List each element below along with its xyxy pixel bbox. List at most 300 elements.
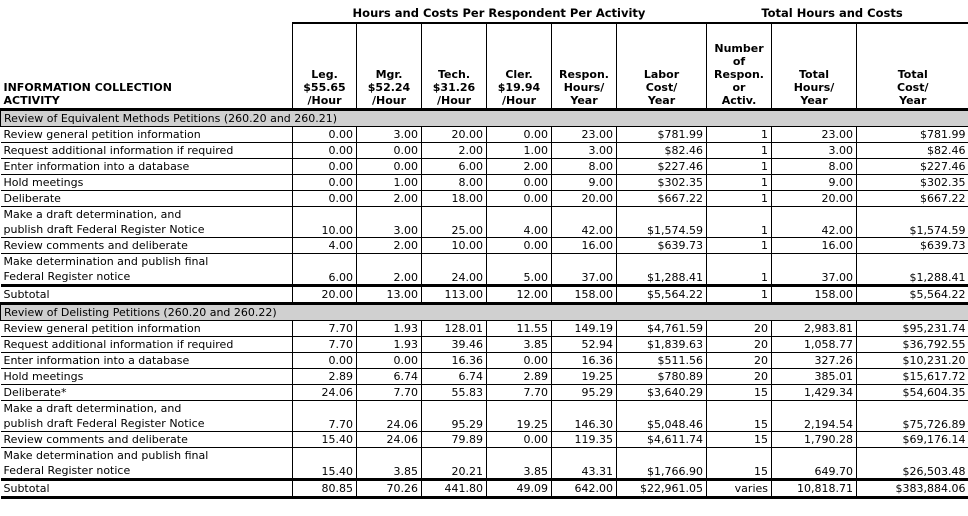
leg-cell-text: 20.00: [321, 288, 353, 301]
activity-cell: [1, 175, 293, 191]
cler-cell: [487, 159, 552, 175]
leg-cell-text: 4.00: [328, 239, 353, 252]
leg-cell: [293, 127, 357, 143]
num-respon-cell: [707, 254, 772, 286]
activity-cell-text: Enter information into a database: [3, 160, 190, 173]
tech-cell-text: 128.01: [444, 322, 483, 335]
total-hours-cell: [772, 159, 857, 175]
mgr-cell: [357, 369, 422, 385]
tech-cell-text: 24.00: [451, 271, 483, 284]
cler-cell-text: 5.00: [523, 271, 548, 284]
num-respon-cell-text: 15: [754, 386, 768, 399]
num-respon-cell: [707, 207, 772, 238]
leg-cell: [293, 238, 357, 254]
total-hours-cell-text: 23.00: [821, 128, 853, 141]
labor-cost-cell: [617, 191, 707, 207]
total-cost-cell: [857, 207, 968, 238]
total-cost-cell-text: $82.46: [927, 144, 966, 157]
mgr-cell-text: 3.85: [393, 465, 418, 478]
total-cost-cell-text: $54,604.35: [902, 386, 966, 399]
cler-cell: [487, 369, 552, 385]
activity-cell-text: Review comments and deliberate: [3, 239, 188, 252]
labor-cost-cell: [617, 337, 707, 353]
tech-cell-text: 16.36: [451, 354, 483, 367]
col-tech: Tech. $31.26 /Hour: [422, 23, 487, 110]
cler-cell: [487, 286, 552, 304]
table-row: [1, 321, 968, 337]
total-hours-cell: [772, 238, 857, 254]
mgr-cell-text: 1.93: [393, 338, 418, 351]
cler-cell: [487, 385, 552, 401]
col-labor-cost: Labor Cost/ Year: [617, 23, 707, 110]
activity-cell: [1, 159, 293, 175]
num-respon-cell: [707, 175, 772, 191]
cler-cell: [487, 337, 552, 353]
table-row: [1, 254, 968, 286]
activity-cell-text: Make a draft determination, and publish draft Federal Register Notice: [3, 402, 205, 430]
cler-cell: [487, 191, 552, 207]
mgr-cell: [357, 337, 422, 353]
labor-cost-cell: [617, 175, 707, 191]
total-hours-cell-text: 1,790.28: [804, 433, 853, 446]
mgr-cell: [357, 480, 422, 498]
total-cost-cell-text: $302.35: [920, 176, 966, 189]
respon-hours-cell: [552, 369, 617, 385]
leg-cell-text: 15.40: [321, 465, 353, 478]
col-respon-hours: Respon. Hours/ Year: [552, 23, 617, 110]
tech-cell-text: 8.00: [458, 176, 483, 189]
respon-hours-cell: [552, 286, 617, 304]
total-hours-cell-text: 10,818.71: [797, 482, 853, 495]
mgr-cell-text: 2.00: [393, 192, 418, 205]
tech-cell: [422, 337, 487, 353]
tech-cell: [422, 385, 487, 401]
mgr-cell-text: 1.00: [393, 176, 418, 189]
leg-cell: [293, 337, 357, 353]
total-cost-cell: [857, 238, 968, 254]
respon-hours-cell: [552, 175, 617, 191]
respon-hours-cell: [552, 191, 617, 207]
tech-cell-text: 10.00: [451, 239, 483, 252]
labor-cost-cell-text: $3,640.29: [647, 386, 703, 399]
total-cost-cell-text: $667.22: [920, 192, 966, 205]
cler-cell-text: 19.25: [516, 418, 548, 431]
total-hours-cell-text: 8.00: [828, 160, 853, 173]
num-respon-cell-text: 1: [761, 128, 768, 141]
tech-cell: [422, 432, 487, 448]
cler-cell-text: 3.85: [523, 465, 548, 478]
labor-cost-cell: [617, 369, 707, 385]
table-row: [1, 401, 968, 432]
mgr-cell-text: 3.00: [393, 128, 418, 141]
labor-cost-cell: [617, 480, 707, 498]
num-respon-cell-text: varies: [734, 482, 768, 495]
num-respon-cell: [707, 321, 772, 337]
tech-cell-text: 95.29: [451, 418, 483, 431]
tech-cell-text: 6.00: [458, 160, 483, 173]
subtotal-row: [1, 286, 968, 304]
mgr-cell: [357, 385, 422, 401]
tech-cell: [422, 286, 487, 304]
mgr-cell: [357, 353, 422, 369]
total-cost-cell: [857, 321, 968, 337]
num-respon-cell: [707, 432, 772, 448]
total-hours-cell: [772, 254, 857, 286]
num-respon-cell: [707, 369, 772, 385]
mgr-cell-text: 0.00: [393, 354, 418, 367]
activity-cell: [1, 369, 293, 385]
num-respon-cell: [707, 353, 772, 369]
total-cost-cell: [857, 369, 968, 385]
cler-cell: [487, 401, 552, 432]
mgr-cell: [357, 143, 422, 159]
section-title: Review of Delisting Petitions (260.20 and 260.22): [1, 304, 968, 321]
leg-cell-text: 0.00: [328, 128, 353, 141]
respon-hours-cell-text: 149.19: [574, 322, 613, 335]
mgr-cell: [357, 254, 422, 286]
total-cost-cell: [857, 401, 968, 432]
num-respon-cell: [707, 286, 772, 304]
mgr-cell-text: 0.00: [393, 144, 418, 157]
tech-cell-text: 20.00: [451, 128, 483, 141]
cler-cell-text: 7.70: [523, 386, 548, 399]
leg-cell-text: 0.00: [328, 192, 353, 205]
num-respon-cell-text: 15: [754, 465, 768, 478]
num-respon-cell-text: 1: [761, 224, 768, 237]
respon-hours-cell: [552, 143, 617, 159]
total-cost-cell: [857, 143, 968, 159]
respon-hours-cell: [552, 238, 617, 254]
total-hours-cell: [772, 286, 857, 304]
labor-cost-cell-text: $1,288.41: [647, 271, 703, 284]
total-hours-cell-text: 3.00: [828, 144, 853, 157]
leg-cell: [293, 286, 357, 304]
total-cost-cell-text: $639.73: [920, 239, 966, 252]
total-cost-cell-text: $69,176.14: [902, 433, 966, 446]
total-hours-cell-text: 1,058.77: [804, 338, 853, 351]
cler-cell-text: 0.00: [523, 239, 548, 252]
labor-cost-cell-text: $781.99: [657, 128, 703, 141]
table-row: [1, 337, 968, 353]
tech-cell-text: 2.00: [458, 144, 483, 157]
total-cost-cell-text: $5,564.22: [909, 288, 966, 301]
col-mgr: Mgr. $52.24 /Hour: [357, 23, 422, 110]
respon-hours-cell-text: 95.29: [581, 386, 613, 399]
total-cost-cell: [857, 337, 968, 353]
leg-cell: [293, 321, 357, 337]
activity-cell: [1, 321, 293, 337]
leg-cell-text: 7.70: [328, 418, 353, 431]
total-hours-cell: [772, 207, 857, 238]
labor-cost-cell-text: $4,611.74: [647, 433, 703, 446]
num-respon-cell: [707, 480, 772, 498]
total-hours-cell: [772, 337, 857, 353]
cler-cell: [487, 254, 552, 286]
num-respon-cell: [707, 191, 772, 207]
cler-cell: [487, 127, 552, 143]
total-cost-cell-text: $1,574.59: [909, 224, 966, 237]
table-row: [1, 432, 968, 448]
respon-hours-cell: [552, 401, 617, 432]
num-respon-cell-text: 20: [754, 322, 768, 335]
num-respon-cell-text: 15: [754, 418, 768, 431]
activity-cell-text: Make determination and publish final Federal Register notice: [3, 449, 209, 477]
total-hours-cell-text: 9.00: [828, 176, 853, 189]
labor-cost-cell-text: $667.22: [657, 192, 703, 205]
mgr-cell: [357, 159, 422, 175]
cler-cell: [487, 238, 552, 254]
leg-cell: [293, 353, 357, 369]
leg-cell-text: 2.89: [328, 370, 353, 383]
cler-cell-text: 0.00: [523, 354, 548, 367]
respon-hours-cell-text: 42.00: [581, 224, 613, 237]
total-cost-cell-text: $227.46: [920, 160, 966, 173]
mgr-cell: [357, 448, 422, 480]
cler-cell-text: 3.85: [523, 338, 548, 351]
tech-cell: [422, 191, 487, 207]
respon-hours-cell: [552, 353, 617, 369]
labor-cost-cell: [617, 448, 707, 480]
respon-hours-cell-text: 52.94: [581, 338, 613, 351]
activity-cell: [1, 207, 293, 238]
tech-cell: [422, 143, 487, 159]
tech-cell: [422, 480, 487, 498]
respon-hours-cell-text: 20.00: [581, 192, 613, 205]
mgr-cell: [357, 286, 422, 304]
total-cost-cell: [857, 127, 968, 143]
activity-cell: [1, 238, 293, 254]
labor-cost-cell: [617, 143, 707, 159]
activity-cell-text: Request additional information if required: [3, 144, 234, 157]
table-row: [1, 191, 968, 207]
total-cost-cell-text: $10,231.20: [902, 354, 966, 367]
cler-cell-text: 12.00: [516, 288, 548, 301]
leg-cell-text: 6.00: [328, 271, 353, 284]
tech-cell: [422, 369, 487, 385]
tech-cell: [422, 207, 487, 238]
total-hours-cell-text: 20.00: [821, 192, 853, 205]
leg-cell: [293, 254, 357, 286]
labor-cost-cell: [617, 127, 707, 143]
table-row: [1, 448, 968, 480]
labor-cost-cell-text: $302.35: [657, 176, 703, 189]
total-cost-cell-text: $95,231.74: [902, 322, 966, 335]
labor-cost-cell: [617, 254, 707, 286]
labor-cost-cell-text: $511.56: [657, 354, 703, 367]
num-respon-cell-text: 20: [754, 370, 768, 383]
cler-cell: [487, 448, 552, 480]
cler-cell-text: 0.00: [523, 433, 548, 446]
respon-hours-cell-text: 37.00: [581, 271, 613, 284]
table-row: [1, 127, 968, 143]
leg-cell-text: 0.00: [328, 354, 353, 367]
col-total-cost: Total Cost/ Year: [857, 23, 968, 110]
total-hours-cell: [772, 321, 857, 337]
total-cost-cell: [857, 159, 968, 175]
total-hours-cell-text: 42.00: [821, 224, 853, 237]
labor-cost-cell: [617, 432, 707, 448]
activity-cell-text: Subtotal: [3, 288, 50, 301]
activity-cell-text: Hold meetings: [3, 370, 84, 383]
respon-hours-cell-text: 9.00: [588, 176, 613, 189]
respon-hours-cell: [552, 159, 617, 175]
total-cost-cell-text: $383,884.06: [895, 482, 966, 495]
respon-hours-cell: [552, 432, 617, 448]
table-row: [1, 207, 968, 238]
total-hours-cell-text: 327.26: [814, 354, 853, 367]
tech-cell-text: 6.74: [458, 370, 483, 383]
table-row: [1, 369, 968, 385]
respon-hours-cell: [552, 254, 617, 286]
activity-cell: [1, 353, 293, 369]
cler-cell-text: 11.55: [516, 322, 548, 335]
leg-cell-text: 24.06: [321, 386, 353, 399]
activity-cell-text: Review comments and deliberate: [3, 433, 188, 446]
labor-cost-cell: [617, 207, 707, 238]
total-hours-cell: [772, 353, 857, 369]
activity-cell: [1, 385, 293, 401]
total-cost-cell: [857, 353, 968, 369]
tech-cell: [422, 321, 487, 337]
total-cost-cell: [857, 286, 968, 304]
labor-cost-cell: [617, 159, 707, 175]
respon-hours-cell: [552, 127, 617, 143]
labor-cost-cell-text: $639.73: [657, 239, 703, 252]
cler-cell: [487, 143, 552, 159]
table-row: [1, 238, 968, 254]
respon-hours-cell-text: 158.00: [574, 288, 613, 301]
num-respon-cell-text: 1: [761, 160, 768, 173]
activity-cell: [1, 191, 293, 207]
labor-cost-cell: [617, 385, 707, 401]
respon-hours-cell-text: 8.00: [588, 160, 613, 173]
respon-hours-cell-text: 146.30: [574, 418, 613, 431]
num-respon-cell-text: 1: [761, 192, 768, 205]
leg-cell-text: 7.70: [328, 338, 353, 351]
total-hours-cell-text: 2,983.81: [804, 322, 853, 335]
mgr-cell-text: 0.00: [393, 160, 418, 173]
labor-cost-cell: [617, 321, 707, 337]
num-respon-cell: [707, 385, 772, 401]
group-header-total: Total Hours and Costs: [761, 6, 903, 20]
activity-cell-text: Request additional information if required: [3, 338, 234, 351]
mgr-cell-text: 1.93: [393, 322, 418, 335]
total-cost-cell-text: $26,503.48: [902, 465, 966, 478]
total-hours-cell: [772, 448, 857, 480]
num-respon-cell: [707, 127, 772, 143]
tech-cell: [422, 401, 487, 432]
respon-hours-cell-text: 23.00: [581, 128, 613, 141]
respon-hours-cell-text: 43.31: [581, 465, 613, 478]
leg-cell-text: 0.00: [328, 176, 353, 189]
labor-cost-cell-text: $780.89: [657, 370, 703, 383]
activity-cell-text: Hold meetings: [3, 176, 84, 189]
leg-cell: [293, 207, 357, 238]
activity-cell: [1, 401, 293, 432]
total-hours-cell: [772, 175, 857, 191]
cler-cell-text: 4.00: [523, 224, 548, 237]
labor-cost-cell-text: $82.46: [664, 144, 703, 157]
leg-cell-text: 0.00: [328, 160, 353, 173]
labor-cost-cell: [617, 238, 707, 254]
total-cost-cell: [857, 175, 968, 191]
mgr-cell: [357, 207, 422, 238]
col-cler: Cler. $19.94 /Hour: [487, 23, 552, 110]
total-cost-cell: [857, 385, 968, 401]
cler-cell: [487, 207, 552, 238]
tech-cell: [422, 159, 487, 175]
total-hours-cell-text: 1,429.34: [804, 386, 853, 399]
num-respon-cell-text: 1: [761, 144, 768, 157]
total-hours-cell-text: 158.00: [814, 288, 853, 301]
mgr-cell: [357, 401, 422, 432]
labor-cost-cell-text: $1,766.90: [647, 465, 703, 478]
tech-cell-text: 20.21: [451, 465, 483, 478]
leg-cell-text: 7.70: [328, 322, 353, 335]
leg-cell: [293, 369, 357, 385]
subtotal-row: [1, 480, 968, 498]
total-hours-cell: [772, 480, 857, 498]
hours-costs-table: [0, 22, 968, 499]
respon-hours-cell-text: 19.25: [581, 370, 613, 383]
total-hours-cell: [772, 432, 857, 448]
tech-cell-text: 39.46: [451, 338, 483, 351]
activity-cell: [1, 254, 293, 286]
activity-cell: [1, 143, 293, 159]
total-hours-cell-text: 2,194.54: [804, 418, 853, 431]
tech-cell-text: 113.00: [444, 288, 483, 301]
cler-cell: [487, 353, 552, 369]
mgr-cell: [357, 175, 422, 191]
total-cost-cell: [857, 480, 968, 498]
labor-cost-cell-text: $5,048.46: [647, 418, 703, 431]
col-total-hours: Total Hours/ Year: [772, 23, 857, 110]
activity-cell-text: Make determination and publish final Federal Register notice: [3, 255, 209, 283]
total-cost-cell-text: $15,617.72: [902, 370, 966, 383]
mgr-cell-text: 13.00: [386, 288, 418, 301]
activity-cell-text: Review general petition information: [3, 322, 201, 335]
tech-cell-text: 25.00: [451, 224, 483, 237]
num-respon-cell: [707, 448, 772, 480]
tech-cell-text: 55.83: [451, 386, 483, 399]
total-hours-cell-text: 649.70: [814, 465, 853, 478]
num-respon-cell: [707, 238, 772, 254]
activity-cell-text: Deliberate*: [3, 386, 67, 399]
num-respon-cell: [707, 337, 772, 353]
leg-cell-text: 0.00: [328, 144, 353, 157]
tech-cell: [422, 353, 487, 369]
activity-cell: [1, 432, 293, 448]
cler-cell-text: 0.00: [523, 128, 548, 141]
cler-cell-text: 2.00: [523, 160, 548, 173]
num-respon-cell-text: 1: [761, 271, 768, 284]
cler-cell-text: 49.09: [516, 482, 548, 495]
total-hours-cell: [772, 385, 857, 401]
section-title: Review of Equivalent Methods Petitions (260.20 and 260.21): [1, 110, 968, 127]
total-cost-cell: [857, 448, 968, 480]
leg-cell: [293, 480, 357, 498]
mgr-cell-text: 70.26: [386, 482, 418, 495]
leg-cell: [293, 159, 357, 175]
mgr-cell: [357, 191, 422, 207]
cler-cell: [487, 432, 552, 448]
num-respon-cell: [707, 401, 772, 432]
table-body: [1, 110, 968, 498]
activity-cell: [1, 337, 293, 353]
mgr-cell: [357, 238, 422, 254]
respon-hours-cell-text: 16.00: [581, 239, 613, 252]
group-header-per-respondent: Hours and Costs Per Respondent Per Activity: [352, 6, 646, 20]
